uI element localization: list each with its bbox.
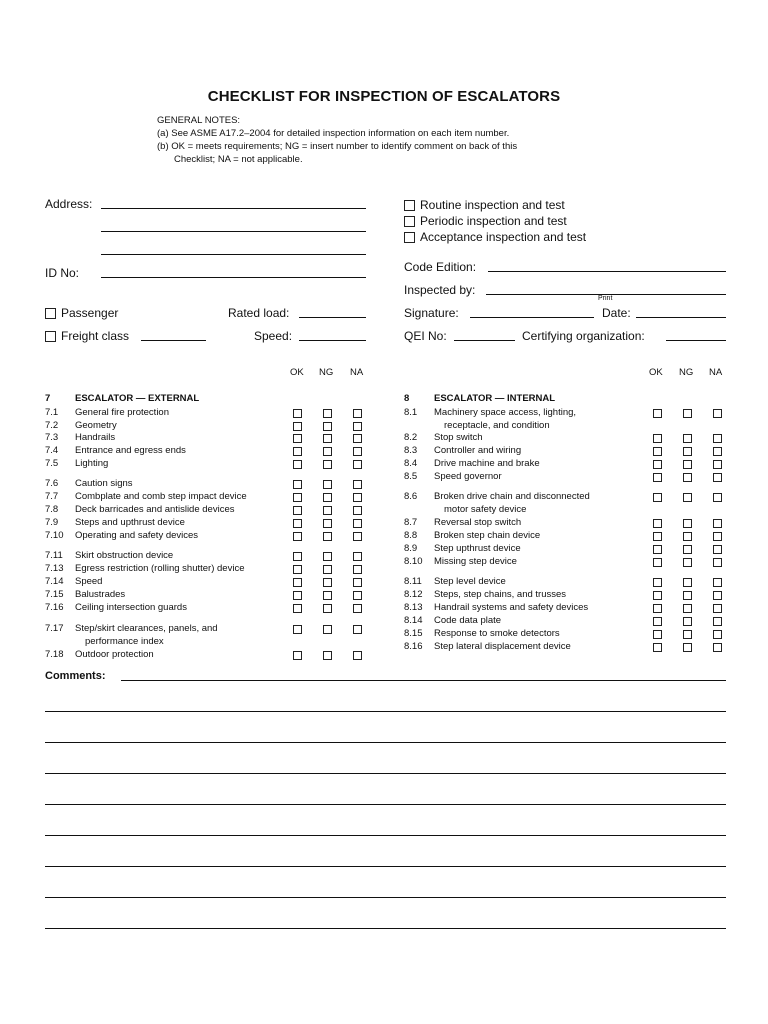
item-number: 8.8 — [404, 530, 418, 541]
ok-checkbox[interactable] — [653, 519, 662, 528]
item-label — [75, 530, 198, 543]
na-checkbox[interactable] — [353, 604, 362, 613]
qei-no-line[interactable] — [454, 340, 515, 341]
ng-checkbox[interactable] — [683, 630, 692, 639]
na-checkbox[interactable] — [713, 460, 722, 469]
item-text: Step lateral displacement device — [434, 641, 571, 652]
ng-checkbox[interactable] — [683, 558, 692, 567]
ng-checkbox[interactable] — [323, 460, 332, 469]
item-text: Handrails — [75, 432, 116, 443]
item-text: Steps, step chains, and trusses — [434, 589, 567, 600]
item-label — [434, 491, 590, 516]
item-text: Missing step device — [434, 556, 517, 567]
item-text: Code data plate — [434, 615, 502, 626]
item-label — [75, 602, 187, 615]
na-checkbox[interactable] — [713, 434, 722, 443]
na-checkbox[interactable] — [713, 532, 722, 541]
na-checkbox[interactable] — [713, 591, 722, 600]
periodic-checkbox[interactable] — [404, 216, 415, 227]
item-label — [75, 623, 218, 648]
na-checkbox[interactable] — [353, 506, 362, 515]
col-ng-left: NG — [319, 367, 334, 378]
item-number: 8.6 — [404, 491, 418, 502]
na-checkbox[interactable] — [713, 545, 722, 554]
na-checkbox[interactable] — [353, 493, 362, 502]
ok-checkbox[interactable] — [293, 591, 302, 600]
item-text: Balustrades — [75, 589, 126, 600]
item-text: Deck barricades and antislide devices — [75, 504, 235, 515]
comment-line-1[interactable] — [121, 680, 726, 681]
ok-checkbox[interactable] — [653, 617, 662, 626]
col-na-right: NA — [709, 367, 723, 378]
ng-checkbox[interactable] — [323, 493, 332, 502]
address-line-1[interactable] — [101, 208, 366, 209]
item-number: 8.11 — [404, 576, 422, 587]
ok-checkbox[interactable] — [653, 409, 662, 418]
na-checkbox[interactable] — [353, 591, 362, 600]
item-label — [434, 641, 571, 654]
col-na-left: NA — [350, 367, 364, 378]
ng-checkbox[interactable] — [323, 506, 332, 515]
na-checkbox[interactable] — [713, 578, 722, 587]
item-number: 7.16 — [45, 602, 64, 613]
code-edition-line[interactable] — [488, 271, 726, 272]
certifying-org-line[interactable] — [666, 340, 726, 341]
item-number: 7.9 — [45, 517, 59, 528]
na-checkbox[interactable] — [353, 519, 362, 528]
na-checkbox[interactable] — [353, 625, 362, 634]
ng-checkbox[interactable] — [683, 578, 692, 587]
ng-checkbox[interactable] — [323, 480, 332, 489]
item-label — [434, 517, 521, 530]
na-checkbox[interactable] — [713, 409, 722, 418]
item-number: 8.3 — [404, 445, 418, 456]
ng-checkbox[interactable] — [323, 447, 332, 456]
item-label — [75, 432, 115, 445]
ok-checkbox[interactable] — [653, 643, 662, 652]
ng-checkbox[interactable] — [683, 545, 692, 554]
item-text: Egress restriction (rolling shutter) device — [75, 563, 245, 574]
item-number: 8.5 — [404, 471, 418, 482]
ok-checkbox[interactable] — [293, 552, 302, 561]
item-text: Drive machine and brake — [434, 458, 540, 469]
ng-checkbox[interactable] — [683, 519, 692, 528]
item-number: 7.6 — [45, 478, 59, 489]
item-number: 8.12 — [404, 589, 423, 600]
comment-line-4[interactable] — [45, 773, 726, 774]
ng-checkbox[interactable] — [323, 519, 332, 528]
qei-no-label: QEI No: — [404, 329, 447, 343]
ok-checkbox[interactable] — [293, 651, 302, 660]
item-number: 8.2 — [404, 432, 418, 443]
item-text: Broken drive chain and disconnected — [434, 491, 590, 502]
inspection-type-periodic[interactable] — [404, 213, 586, 229]
ok-checkbox[interactable] — [293, 460, 302, 469]
item-text: General fire protection — [75, 407, 169, 418]
speed-line[interactable] — [299, 340, 366, 341]
na-checkbox[interactable] — [713, 604, 722, 613]
ok-checkbox[interactable] — [293, 409, 302, 418]
na-checkbox[interactable] — [713, 617, 722, 626]
note-a: (a) See ASME A17.2–2004 for detailed inspection information on each item number. — [157, 128, 510, 139]
ok-checkbox[interactable] — [653, 460, 662, 469]
na-checkbox[interactable] — [353, 409, 362, 418]
item-number: 7.18 — [45, 649, 64, 660]
freight-class-line[interactable] — [141, 340, 206, 341]
item-number: 7.15 — [45, 589, 64, 600]
signature-line[interactable] — [470, 317, 594, 318]
col-ok-right: OK — [649, 367, 663, 378]
item-text: Reversal stop switch — [434, 517, 522, 528]
id-no-line[interactable] — [101, 277, 366, 278]
item-label — [434, 445, 521, 458]
ng-checkbox[interactable] — [323, 434, 332, 443]
item-text: Outdoor protection — [75, 649, 154, 660]
section-7-title: ESCALATOR — EXTERNAL — [75, 393, 200, 404]
ok-checkbox[interactable] — [293, 447, 302, 456]
item-number: 7.14 — [45, 576, 64, 587]
ok-checkbox[interactable] — [653, 558, 662, 567]
item-label — [75, 576, 102, 589]
routine-checkbox[interactable] — [404, 200, 415, 211]
ng-checkbox[interactable] — [683, 473, 692, 482]
speed-label: Speed: — [254, 329, 293, 343]
item-text: Machinery space access, lighting, — [434, 407, 577, 418]
inspection-type-acceptance[interactable] — [404, 229, 586, 245]
item-number: 8.13 — [404, 602, 423, 613]
item-label — [75, 420, 117, 433]
item-text: Steps and upthrust device — [75, 517, 185, 528]
item-label — [434, 576, 506, 589]
item-number: 7.10 — [45, 530, 64, 541]
item-label — [75, 478, 133, 491]
routine-label: Routine inspection and test — [420, 198, 565, 212]
item-text: Caution signs — [75, 478, 133, 489]
item-label — [75, 458, 108, 471]
item-text: Broken step chain device — [434, 530, 541, 541]
item-number: 8.14 — [404, 615, 423, 626]
page-title: CHECKLIST FOR INSPECTION OF ESCALATORS — [207, 88, 561, 105]
comment-line-7[interactable] — [45, 866, 726, 867]
na-checkbox[interactable] — [713, 630, 722, 639]
code-edition-label: Code Edition: — [404, 260, 477, 274]
ok-checkbox[interactable] — [653, 545, 662, 554]
item-text: Controller and wiring — [434, 445, 522, 456]
ok-checkbox[interactable] — [293, 519, 302, 528]
section-7-number: 7 — [45, 393, 51, 404]
date-line[interactable] — [636, 317, 726, 318]
na-checkbox[interactable] — [353, 651, 362, 660]
ok-checkbox[interactable] — [293, 604, 302, 613]
notes-heading: GENERAL NOTES: — [157, 115, 241, 126]
item-text: Response to smoke detectors — [434, 628, 560, 639]
print-caption: Print — [598, 295, 613, 302]
ng-checkbox[interactable] — [683, 447, 692, 456]
passenger-label: Passenger — [61, 306, 119, 320]
item-text: Lighting — [75, 458, 109, 469]
ok-checkbox[interactable] — [293, 422, 302, 431]
na-checkbox[interactable] — [713, 447, 722, 456]
rated-load-line[interactable] — [299, 317, 366, 318]
na-checkbox[interactable] — [713, 519, 722, 528]
col-ng-right: NG — [679, 367, 694, 378]
section-8-title: ESCALATOR — INTERNAL — [434, 393, 556, 404]
ng-checkbox[interactable] — [683, 643, 692, 652]
item-label — [75, 649, 154, 662]
na-checkbox[interactable] — [353, 434, 362, 443]
na-checkbox[interactable] — [713, 558, 722, 567]
item-label — [434, 589, 566, 602]
item-label — [75, 517, 185, 530]
rated-load-label: Rated load: — [228, 306, 290, 320]
na-checkbox[interactable] — [353, 565, 362, 574]
item-number: 8.7 — [404, 517, 418, 528]
address-line-2[interactable] — [101, 231, 366, 232]
ng-checkbox[interactable] — [683, 604, 692, 613]
ok-checkbox[interactable] — [653, 434, 662, 443]
ok-checkbox[interactable] — [293, 532, 302, 541]
item-label — [75, 589, 125, 602]
note-b-line1: (b) OK = meets requirements; NG = insert number to identify comment on back of this — [157, 141, 518, 152]
ng-checkbox[interactable] — [683, 409, 692, 418]
item-label — [434, 407, 576, 432]
na-checkbox[interactable] — [353, 532, 362, 541]
ng-checkbox[interactable] — [683, 434, 692, 443]
acceptance-label: Acceptance inspection and test — [420, 230, 587, 244]
item-text: Handrail systems and safety devices — [434, 602, 589, 613]
item-number: 7.3 — [45, 432, 59, 443]
na-checkbox[interactable] — [353, 552, 362, 561]
ok-checkbox[interactable] — [653, 532, 662, 541]
comment-line-5[interactable] — [45, 804, 726, 805]
ok-checkbox[interactable] — [653, 447, 662, 456]
item-number: 8.15 — [404, 628, 423, 639]
item-text: Ceiling intersection guards — [75, 602, 187, 613]
comment-line-8[interactable] — [45, 897, 726, 898]
ng-checkbox[interactable] — [683, 460, 692, 469]
na-checkbox[interactable] — [353, 578, 362, 587]
na-checkbox[interactable] — [353, 460, 362, 469]
ng-checkbox[interactable] — [323, 604, 332, 613]
item-label — [434, 458, 540, 471]
ng-checkbox[interactable] — [323, 422, 332, 431]
item-number: 8.4 — [404, 458, 418, 469]
item-label — [434, 628, 560, 641]
item-number: 8.16 — [404, 641, 423, 652]
na-checkbox[interactable] — [713, 473, 722, 482]
na-checkbox[interactable] — [713, 493, 722, 502]
ok-checkbox[interactable] — [653, 604, 662, 613]
item-label — [434, 556, 517, 569]
ng-checkbox[interactable] — [323, 565, 332, 574]
item-text: Step upthrust device — [434, 543, 521, 554]
item-number: 7.4 — [45, 445, 59, 456]
item-number: 7.8 — [45, 504, 59, 515]
item-label — [75, 491, 247, 504]
comment-line-6[interactable] — [45, 835, 726, 836]
item-text-continued: motor safety device — [444, 503, 527, 515]
inspection-type-options — [404, 197, 586, 245]
item-number: 7.17 — [45, 623, 64, 634]
ok-checkbox[interactable] — [293, 434, 302, 443]
date-label: Date: — [602, 306, 631, 320]
item-label — [75, 445, 186, 458]
item-text: Step/skirt clearances, panels, and — [75, 623, 218, 634]
ng-checkbox[interactable] — [323, 625, 332, 634]
ng-checkbox[interactable] — [683, 591, 692, 600]
inspection-type-routine[interactable] — [404, 197, 586, 213]
item-number: 7.2 — [45, 420, 59, 431]
freight-label: Freight class — [61, 329, 130, 343]
ok-checkbox[interactable] — [653, 578, 662, 587]
item-label — [75, 563, 244, 576]
ng-checkbox[interactable] — [323, 651, 332, 660]
section-8-number: 8 — [404, 393, 410, 404]
item-text: Step level device — [434, 576, 506, 587]
item-label — [434, 602, 588, 615]
item-label — [75, 407, 169, 420]
passenger-checkbox[interactable] — [45, 308, 56, 319]
acceptance-checkbox[interactable] — [404, 232, 415, 243]
na-checkbox[interactable] — [353, 447, 362, 456]
ng-checkbox[interactable] — [683, 532, 692, 541]
col-ok-left: OK — [290, 367, 304, 378]
comment-line-2[interactable] — [45, 711, 726, 712]
item-text: Speed — [75, 576, 103, 587]
ng-checkbox[interactable] — [323, 532, 332, 541]
freight-checkbox[interactable] — [45, 331, 56, 342]
ok-checkbox[interactable] — [293, 625, 302, 634]
periodic-label: Periodic inspection and test — [420, 214, 567, 228]
na-checkbox[interactable] — [713, 643, 722, 652]
item-text: Operating and safety devices — [75, 530, 199, 541]
general-notes — [157, 114, 517, 166]
ng-checkbox[interactable] — [323, 409, 332, 418]
item-label — [75, 504, 234, 517]
address-line-3[interactable] — [101, 254, 366, 255]
item-number: 7.1 — [45, 407, 59, 418]
ng-checkbox[interactable] — [323, 552, 332, 561]
address-label: Address: — [45, 197, 93, 211]
na-checkbox[interactable] — [353, 422, 362, 431]
signature-label: Signature: — [404, 306, 459, 320]
id-no-label: ID No: — [45, 266, 80, 280]
ok-checkbox[interactable] — [293, 506, 302, 515]
ok-checkbox[interactable] — [653, 493, 662, 502]
item-text: Skirt obstruction device — [75, 550, 174, 561]
item-text: Stop switch — [434, 432, 483, 443]
item-label — [434, 530, 540, 543]
item-number: 7.11 — [45, 550, 63, 561]
ok-checkbox[interactable] — [293, 565, 302, 574]
certifying-org-label: Certifying organization: — [522, 329, 645, 343]
na-checkbox[interactable] — [353, 480, 362, 489]
item-text: Combplate and comb step impact device — [75, 491, 247, 502]
item-text-continued: performance index — [85, 635, 164, 647]
ok-checkbox[interactable] — [653, 591, 662, 600]
ok-checkbox[interactable] — [293, 493, 302, 502]
inspected-by-label: Inspected by: — [404, 283, 476, 297]
item-label — [75, 550, 173, 563]
item-number: 8.1 — [404, 407, 418, 418]
item-text-continued: receptacle, and condition — [444, 419, 550, 431]
ok-checkbox[interactable] — [653, 630, 662, 639]
item-text: Speed governor — [434, 471, 502, 482]
item-label — [434, 615, 501, 628]
item-number: 7.13 — [45, 563, 64, 574]
passenger-option[interactable] — [45, 306, 118, 320]
ng-checkbox[interactable] — [323, 578, 332, 587]
item-text: Entrance and egress ends — [75, 445, 186, 456]
item-text: Geometry — [75, 420, 117, 431]
ng-checkbox[interactable] — [683, 617, 692, 626]
note-b-line2: Checklist; NA = not applicable. — [174, 154, 303, 165]
item-label — [434, 471, 502, 484]
item-number: 8.9 — [404, 543, 418, 554]
comments-label: Comments: — [45, 670, 106, 682]
comment-line-3[interactable] — [45, 742, 726, 743]
ok-checkbox[interactable] — [293, 480, 302, 489]
ng-checkbox[interactable] — [323, 591, 332, 600]
ok-checkbox[interactable] — [653, 473, 662, 482]
item-number: 7.7 — [45, 491, 59, 502]
comment-line-9[interactable] — [45, 928, 726, 929]
item-number: 8.10 — [404, 556, 423, 567]
item-label — [434, 543, 521, 556]
item-label — [434, 432, 483, 445]
ok-checkbox[interactable] — [293, 578, 302, 587]
ng-checkbox[interactable] — [683, 493, 692, 502]
item-number: 7.5 — [45, 458, 59, 469]
freight-option[interactable] — [45, 329, 129, 343]
